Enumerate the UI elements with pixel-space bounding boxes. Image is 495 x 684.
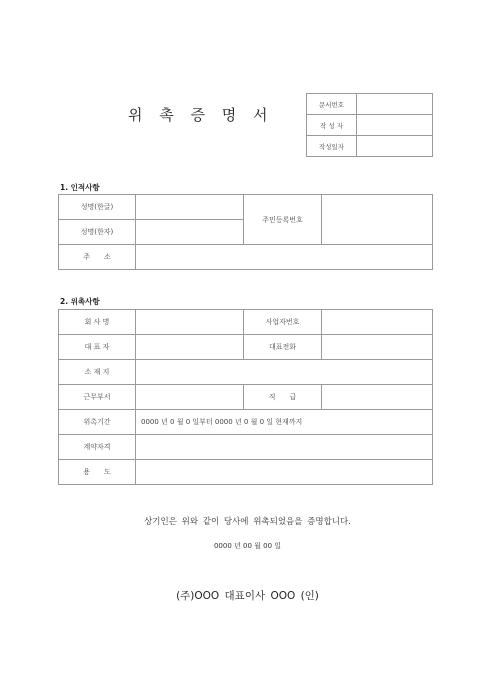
qualification-field[interactable] — [136, 435, 433, 460]
company-signature: (주)OOO 대표이사 OOO (인) — [176, 590, 319, 602]
name-korean-row — [59, 195, 433, 220]
name-hanja-field[interactable] — [136, 220, 244, 245]
position-field[interactable] — [322, 385, 433, 410]
name-korean-field[interactable] — [136, 195, 244, 220]
purpose-label: 용 도 — [59, 460, 136, 485]
representative-phone-label: 대표전화 — [244, 335, 322, 360]
representative-row — [59, 335, 433, 360]
author-field[interactable] — [357, 115, 433, 136]
certification-statement: 상기인은 위와 같이 당사에 위촉되었음을 증명합니다. — [144, 517, 351, 527]
appointment-table — [58, 309, 433, 485]
address-field[interactable] — [136, 245, 433, 270]
company-field[interactable] — [136, 310, 244, 335]
business-number-label: 사업자번호 — [244, 310, 322, 335]
section1-title: 1. 인적사항 — [60, 183, 100, 192]
qualification-label: 계약자격 — [59, 435, 136, 460]
approval-row-date — [307, 136, 433, 157]
written-date-field[interactable] — [357, 136, 433, 157]
representative-field[interactable] — [136, 335, 244, 360]
purpose-field[interactable] — [136, 460, 433, 485]
purpose-row — [59, 460, 433, 485]
name-hanja-label: 성명(한자) — [59, 220, 136, 245]
page-title: 위 촉 증 명 서 — [128, 106, 274, 124]
author-label: 작 성 자 — [307, 115, 357, 136]
period-field[interactable]: 0000 년 0 월 0 일부터 0000 년 0 월 0 일 현재까지 — [136, 410, 433, 435]
issue-date: 0000 년 00 월 00 일 — [213, 542, 282, 550]
qualification-row — [59, 435, 433, 460]
document-number-label: 문서번호 — [307, 94, 357, 115]
location-field[interactable] — [136, 360, 433, 385]
resident-number-field[interactable] — [322, 195, 433, 245]
personal-info-table — [58, 194, 433, 270]
approval-row-author — [307, 115, 433, 136]
address-row — [59, 245, 433, 270]
department-label: 근무부서 — [59, 385, 136, 410]
position-label: 직 급 — [244, 385, 322, 410]
business-number-field[interactable] — [322, 310, 433, 335]
address-label: 주 소 — [59, 245, 136, 270]
section2-title: 2. 위촉사항 — [60, 297, 100, 306]
resident-number-label: 주민등록번호 — [244, 195, 322, 245]
representative-phone-field[interactable] — [322, 335, 433, 360]
approval-table — [306, 93, 433, 157]
period-label: 위촉기간 — [59, 410, 136, 435]
name-korean-label: 성명(한글) — [59, 195, 136, 220]
location-row — [59, 360, 433, 385]
company-label: 회 사 명 — [59, 310, 136, 335]
written-date-label: 작성일자 — [307, 136, 357, 157]
period-row — [59, 410, 433, 435]
approval-row-document-number — [307, 94, 433, 115]
company-row — [59, 310, 433, 335]
document-number-field[interactable] — [357, 94, 433, 115]
representative-label: 대 표 자 — [59, 335, 136, 360]
department-row — [59, 385, 433, 410]
department-field[interactable] — [136, 385, 244, 410]
location-label: 소 재 지 — [59, 360, 136, 385]
